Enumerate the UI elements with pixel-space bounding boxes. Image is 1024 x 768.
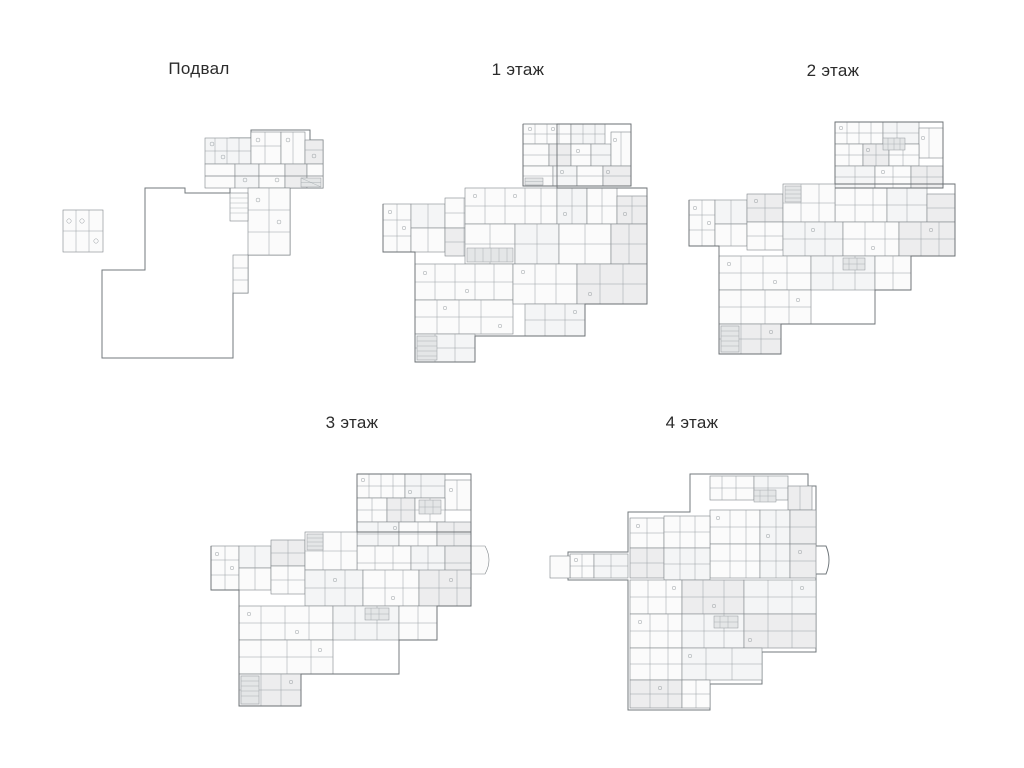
plan-title-floor-1: 1 этаж	[491, 60, 545, 79]
plan-title-basement: Подвал	[168, 59, 230, 78]
plan-title-floor-4: 4 этаж	[665, 413, 719, 432]
plan-title-floor-2: 2 этаж	[806, 61, 860, 80]
plan-title-floor-3: 3 этаж	[325, 413, 379, 432]
plan-drawing-floor-4	[550, 460, 840, 732]
floor4-svg	[550, 460, 840, 732]
